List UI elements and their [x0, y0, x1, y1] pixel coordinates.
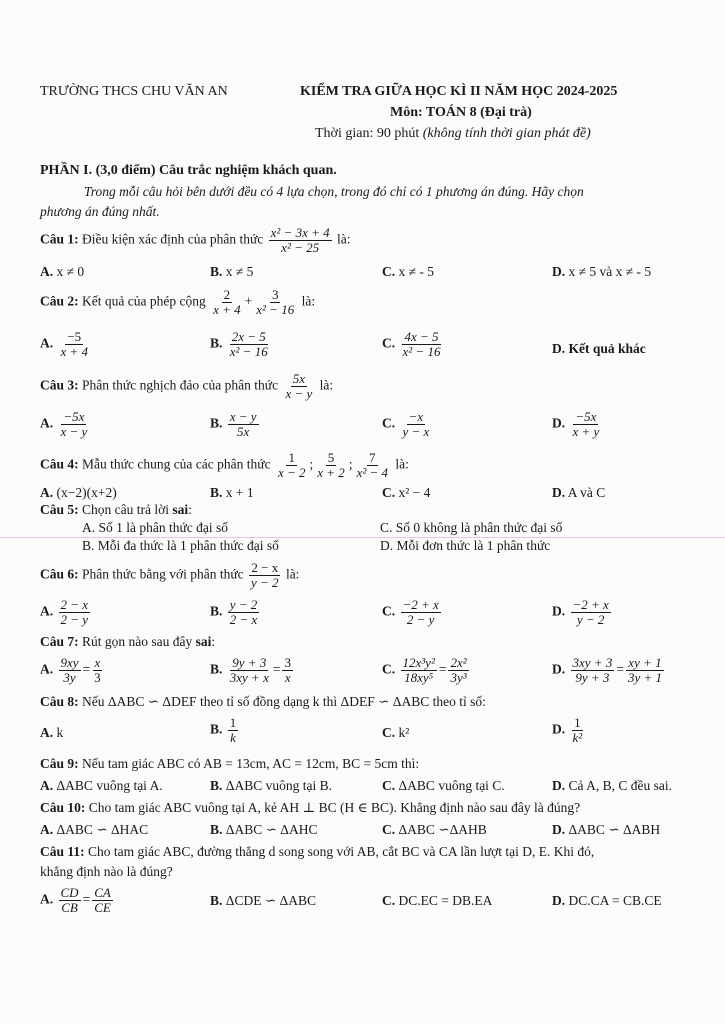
- q6-b-num: y − 2: [229, 597, 258, 612]
- q11-num: Câu 11:: [40, 844, 85, 859]
- q10-stem: Cho tam giác ABC vuông tại A, kẻ AH ⊥ BC (H ∈ BC). Khẳng định nào sau đây là đúng?: [85, 800, 581, 815]
- q11-b-text: ΔCDE ∽ ΔABC: [225, 893, 316, 908]
- q11-option-d: [552, 893, 662, 909]
- q2-c-label: C.: [382, 335, 396, 351]
- q8-num: Câu 8:: [40, 694, 79, 709]
- q7-option-b: [210, 656, 295, 685]
- q10-option-b: [210, 822, 317, 838]
- q8-option-b: [210, 716, 240, 745]
- q8-d-frac: [571, 716, 585, 745]
- q3-option-b: [210, 410, 261, 439]
- q10-option-a: [40, 822, 148, 838]
- q4-option-b: [210, 485, 254, 501]
- q6-c-label: C.: [382, 603, 396, 619]
- school-name: TRƯỜNG THCS CHU VĂN AN: [40, 84, 228, 99]
- q7-c-label: C.: [382, 661, 396, 677]
- q1-fraction: [269, 226, 332, 255]
- q9-option-c: [382, 778, 505, 794]
- q7-d2-den: 3y + 1: [627, 670, 662, 685]
- q2-d-text: Kết quả khác: [568, 341, 646, 356]
- q2-tail: là:: [301, 293, 316, 309]
- q7-b2-den: x: [284, 670, 291, 685]
- question-8: [40, 694, 486, 710]
- q5-stem-bold: sai: [172, 502, 189, 517]
- q3-frac-den: x − y: [285, 386, 313, 401]
- q7-a2-num: x: [94, 655, 101, 670]
- q2-option-d: [552, 341, 646, 357]
- q7-a1-den: 3y: [63, 670, 76, 685]
- exam-title: KIỂM TRA GIỮA HỌC KÌ II NĂM HỌC 2024-2025: [300, 84, 618, 99]
- q3-a-label: A.: [40, 415, 54, 431]
- q8-option-a: [40, 725, 63, 741]
- q8-stem: Nếu ΔABC ∽ ΔDEF theo tỉ số đồng dạng k thì ΔDEF ∽ ΔABC theo tỉ số:: [78, 694, 486, 709]
- q10-d-label: D.: [552, 822, 566, 837]
- q11-d-label: D.: [552, 893, 566, 908]
- q7-b-label: B.: [210, 661, 223, 677]
- q11-d-text: DC.CA = CB.CE: [568, 893, 662, 908]
- q4-f2-num: 5: [327, 450, 335, 465]
- q7-c1-den: 18xy⁵: [404, 670, 434, 685]
- q8-b-num: 1: [229, 715, 237, 730]
- q5-option-d: D. Mỗi đơn thức là 1 phân thức: [380, 538, 551, 553]
- q11-a1-num: CD: [60, 885, 79, 900]
- q8-a-label: A.: [40, 725, 54, 740]
- q2-frac-2: [254, 288, 296, 317]
- q3-c-num: −x: [408, 409, 424, 424]
- q2-f2-den: x² − 16: [256, 302, 295, 317]
- q9-stem: Nếu tam giác ABC có AB = 13cm, AC = 12cm, BC = 5cm thì:: [78, 756, 420, 771]
- q3-option-d: [552, 410, 603, 439]
- q10-d-text: ΔABC ∽ ΔABH: [568, 822, 661, 837]
- q7-d-frac-1: [571, 656, 615, 685]
- q9-option-b: [210, 778, 332, 794]
- q10-c-label: C.: [382, 822, 396, 837]
- q8-d-num: 1: [574, 715, 581, 730]
- q11-a2-num: CA: [94, 885, 111, 900]
- q3-b-den: 5x: [237, 424, 250, 439]
- q3-d-num: −5x: [575, 409, 597, 424]
- q10-a-label: A.: [40, 822, 54, 837]
- q4-f3-den: x² − 4: [356, 465, 389, 480]
- q4-f3-num: 7: [369, 450, 376, 465]
- q6-a-label: A.: [40, 603, 54, 619]
- q7-b-frac-1: [228, 656, 271, 685]
- q11-a1-den: CB: [61, 900, 78, 915]
- q2-option-b: [210, 330, 272, 359]
- q4-c-label: C.: [382, 485, 396, 500]
- q9-a-label: A.: [40, 778, 54, 793]
- q8-b-label: B.: [210, 721, 223, 737]
- q2-c-frac: [401, 330, 443, 359]
- q11-a2-den: CE: [94, 900, 111, 915]
- q2-a-label: A.: [40, 335, 54, 351]
- q4-tail: là:: [395, 456, 409, 472]
- q4-b-label: B.: [210, 485, 223, 500]
- q2-a-frac: [59, 330, 91, 359]
- q6-b-frac: [228, 598, 260, 627]
- q7-b2-num: 3: [284, 655, 291, 670]
- q11-b-label: B.: [210, 893, 223, 908]
- q7-c-frac-2: [448, 656, 468, 685]
- q4-frac-1: [276, 451, 308, 480]
- q2-frac-1: [211, 288, 243, 317]
- q3-d-label: D.: [552, 415, 566, 431]
- q4-frac-3: [355, 451, 390, 480]
- q2-option-c: [382, 330, 444, 359]
- q7-d-label: D.: [552, 661, 566, 677]
- q7-option-d: [552, 656, 666, 685]
- time-info: [315, 126, 591, 142]
- q8-b-den: k: [230, 730, 236, 745]
- q2-f2-num: 3: [271, 287, 279, 302]
- q4-f1-num: 1: [288, 450, 295, 465]
- q9-option-d: [552, 778, 672, 794]
- q11-stem: Cho tam giác ABC, đường thẳng d song song với AB, cắt BC và CA lần lượt tại D, E. Khi đó,: [84, 844, 595, 859]
- q6-fraction: [249, 561, 281, 590]
- q3-a-frac: [59, 410, 90, 439]
- q6-a-num: 2 − x: [60, 597, 89, 612]
- q10-option-c: [382, 822, 487, 838]
- q1-option-a: [40, 264, 84, 280]
- q10-c-text: ΔABC ∽ΔAHB: [398, 822, 487, 837]
- q2-c-num: 4x − 5: [404, 329, 439, 344]
- question-10: [40, 800, 580, 816]
- q7-option-a: [40, 656, 105, 685]
- q4-f2-den: x + 2: [317, 465, 345, 480]
- q8-d-label: D.: [552, 721, 566, 737]
- q6-stem: Phân thức bằng với phân thức: [78, 566, 244, 582]
- q11-a-label: A.: [40, 891, 54, 907]
- q4-c-text: x² − 4: [398, 485, 431, 500]
- q1-c-label: C.: [382, 264, 396, 279]
- q7-b1-den: 3xy + x: [229, 670, 269, 685]
- q5-option-b: B. Mỗi đa thức là 1 phân thức đại số: [82, 538, 279, 553]
- q11-a-frac-2: [92, 886, 113, 915]
- q3-b-label: B.: [210, 415, 223, 431]
- q7-c1-num: 12x³y²: [402, 655, 435, 670]
- q7-a-frac-1: [59, 656, 81, 685]
- q8-option-c: [382, 725, 409, 741]
- q2-f1-num: 2: [223, 287, 231, 302]
- q9-b-text: ΔABC vuông tại B.: [225, 778, 332, 793]
- q7-a1-num: 9xy: [60, 655, 79, 670]
- q6-d-frac: [571, 598, 611, 627]
- q7-option-c: [382, 656, 471, 685]
- q3-option-c: [382, 410, 433, 439]
- q10-num: Câu 10:: [40, 800, 86, 815]
- q5-option-c: C. Số 0 không là phân thức đại số: [380, 520, 563, 535]
- question-5: Câu 5: Chọn câu trả lời sai:: [40, 502, 192, 517]
- q7-a-label: A.: [40, 661, 54, 677]
- q4-option-a: [40, 485, 117, 501]
- q7-c-eq: =: [438, 661, 447, 677]
- q1-option-b: [210, 264, 253, 280]
- q10-b-label: B.: [210, 822, 223, 837]
- q10-b-text: ΔABC ∽ ΔAHC: [225, 822, 318, 837]
- q3-d-den: x + y: [572, 424, 600, 439]
- q1-d-label: D.: [552, 264, 566, 279]
- q2-c-den: x² − 16: [402, 344, 441, 359]
- q7-d-frac-2: [626, 656, 664, 685]
- q1-b-text: x ≠ 5: [225, 264, 254, 279]
- q1-stem: Điều kiện xác định của phân thức: [78, 231, 264, 247]
- q5-stem: Chọn câu trả lời: [78, 502, 173, 517]
- q3-d-frac: [571, 410, 602, 439]
- q2-b-frac: [228, 330, 270, 359]
- q6-num: Câu 6:: [40, 566, 79, 582]
- q1-d-text: x ≠ 5 và x ≠ - 5: [568, 264, 652, 279]
- q2-plus: +: [244, 293, 253, 309]
- q6-frac-den: y − 2: [251, 575, 279, 590]
- subject: Môn: TOÁN 8 (Đại trà): [390, 105, 532, 120]
- question-6: [40, 561, 299, 590]
- q2-a-num: −5: [67, 329, 82, 344]
- q1-b-label: B.: [210, 264, 223, 279]
- q3-a-num: −5x: [63, 409, 85, 424]
- q5-num: Câu 5:: [40, 502, 79, 517]
- q9-d-label: D.: [552, 778, 566, 793]
- section-instruction-1: Trong mỗi câu hỏi bên dưới đều có 4 lựa chọn, trong đó chỉ có 1 phương án đúng. Hãy chọn: [84, 184, 584, 199]
- question-4: [40, 451, 409, 480]
- q2-num: Câu 2:: [40, 293, 79, 309]
- section-instruction-2: phương án đúng nhất.: [40, 204, 160, 219]
- q3-b-num: x − y: [229, 409, 257, 424]
- q8-b-frac: [228, 716, 239, 745]
- q11-c-label: C.: [382, 893, 396, 908]
- q7-d1-num: 3xy + 3: [572, 655, 613, 670]
- q6-c-num: −2 + x: [402, 597, 439, 612]
- q1-a-text: x ≠ 0: [56, 264, 85, 279]
- q6-frac-num: 2 − x: [251, 560, 279, 575]
- q7-stem: Rút gọn nào sau đây: [78, 634, 196, 649]
- q2-option-a: [40, 330, 92, 359]
- q11-option-c: [382, 893, 492, 909]
- q3-stem: Phân thức nghịch đảo của phân thức: [78, 377, 279, 393]
- q8-d-den: k²: [572, 730, 583, 745]
- q7-b1-num: 9y + 3: [232, 655, 267, 670]
- question-7: Câu 7: Rút gọn nào sau đây sai:: [40, 634, 216, 649]
- q11-c-text: DC.EC = DB.EA: [398, 893, 493, 908]
- q1-option-d: [552, 264, 651, 280]
- q6-option-b: [210, 598, 261, 627]
- q8-option-d: [552, 716, 586, 745]
- q7-a-frac-2: [92, 656, 103, 685]
- q3-b-frac: [228, 410, 259, 439]
- q4-option-c: [382, 485, 430, 501]
- question-3: [40, 372, 333, 401]
- section-title: PHẦN I. (3,0 điểm) Câu trắc nghiệm khách quan.: [40, 163, 337, 178]
- q3-frac-num: 5x: [292, 371, 306, 386]
- q6-a-den: 2 − y: [60, 612, 89, 627]
- q3-c-label: C.: [382, 415, 396, 431]
- q7-d1-den: 9y + 3: [575, 670, 610, 685]
- q10-option-d: [552, 822, 660, 838]
- q3-fraction: [283, 372, 314, 401]
- q3-tail: là:: [319, 377, 334, 393]
- q8-a-text: k: [56, 725, 64, 740]
- q10-a-text: ΔABC ∽ ΔHAC: [56, 822, 149, 837]
- q3-c-den: y − x: [402, 424, 430, 439]
- q2-b-label: B.: [210, 335, 223, 351]
- q6-d-den: y − 2: [576, 612, 605, 627]
- q8-c-text: k²: [398, 725, 410, 740]
- q11-a-eq: =: [82, 891, 91, 907]
- q9-d-text: Cả A, B, C đều sai.: [568, 778, 672, 793]
- q9-a-text: ΔABC vuông tại A.: [56, 778, 163, 793]
- q4-b-text: x + 1: [225, 485, 254, 500]
- q4-a-text: (x−2)(x+2): [56, 485, 117, 500]
- q7-c-frac-1: [401, 656, 437, 685]
- q7-num: Câu 7:: [40, 634, 79, 649]
- q7-d-eq: =: [616, 661, 624, 677]
- q3-num: Câu 3:: [40, 377, 79, 393]
- q7-c2-num: 2x²: [450, 655, 467, 670]
- q4-d-text: A và C: [567, 485, 606, 500]
- q1-tail: là:: [337, 231, 351, 247]
- q4-d-label: D.: [552, 485, 566, 500]
- q11-option-a: [40, 886, 115, 915]
- q3-option-a: [40, 410, 91, 439]
- q6-d-label: D.: [552, 603, 566, 619]
- q11-option-b: [210, 893, 316, 909]
- q7-b-frac-2: [282, 656, 293, 685]
- q2-d-label: D.: [552, 341, 566, 356]
- q4-frac-2: [315, 451, 347, 480]
- q9-c-text: ΔABC vuông tại C.: [398, 778, 505, 793]
- q7-a2-den: 3: [94, 670, 101, 685]
- q9-b-label: B.: [210, 778, 223, 793]
- q2-f1-den: x + 4: [213, 302, 241, 317]
- q6-option-a: [40, 598, 92, 627]
- q4-sep-1: ;: [309, 456, 314, 472]
- q7-d2-num: xy + 1: [628, 655, 662, 670]
- q7-c2-den: 3y³: [450, 670, 467, 685]
- q4-option-d: [552, 485, 605, 501]
- q2-stem: Kết quả của phép cộng: [78, 293, 206, 309]
- q9-option-a: [40, 778, 163, 794]
- q8-c-label: C.: [382, 725, 396, 740]
- q4-f1-den: x − 2: [277, 465, 306, 480]
- q6-option-d: [552, 598, 613, 627]
- q1-frac-den: x² − 25: [281, 240, 320, 255]
- time-main: Thời gian: 90 phút: [315, 126, 423, 141]
- time-note: (không tính thời gian phát đề): [422, 126, 591, 141]
- q6-c-den: 2 − y: [406, 612, 435, 627]
- q1-num: Câu 1:: [40, 231, 79, 247]
- q6-option-c: [382, 598, 443, 627]
- q1-c-text: x ≠ - 5: [398, 264, 435, 279]
- q7-b-eq: =: [272, 661, 281, 677]
- q3-a-den: x − y: [60, 424, 88, 439]
- q4-a-label: A.: [40, 485, 54, 500]
- question-1: [40, 226, 351, 255]
- q9-c-label: C.: [382, 778, 396, 793]
- q11-stem-line-2: khẳng định nào là đúng?: [40, 864, 173, 879]
- q6-d-num: −2 + x: [572, 597, 609, 612]
- q6-a-frac: [59, 598, 91, 627]
- question-2: [40, 288, 315, 317]
- q11-a-frac-1: [59, 886, 81, 915]
- q2-a-den: x + 4: [60, 344, 89, 359]
- q1-option-c: [382, 264, 434, 280]
- q7-a-eq: =: [82, 661, 91, 677]
- q6-c-frac: [401, 598, 441, 627]
- q2-b-den: x² − 16: [229, 344, 268, 359]
- q1-frac-num: x² − 3x + 4: [270, 225, 330, 240]
- q7-stem-bold: sai: [195, 634, 212, 649]
- question-9: [40, 756, 419, 772]
- q6-tail: là:: [285, 566, 300, 582]
- q1-a-label: A.: [40, 264, 54, 279]
- q2-b-num: 2x − 5: [231, 329, 266, 344]
- q4-num: Câu 4:: [40, 456, 79, 472]
- q3-c-frac: [401, 410, 432, 439]
- q4-sep-2: ;: [348, 456, 353, 472]
- question-11: [40, 844, 594, 860]
- q6-b-label: B.: [210, 603, 223, 619]
- q5-option-a: A. Số 1 là phân thức đại số: [82, 520, 229, 535]
- q6-b-den: 2 − x: [229, 612, 258, 627]
- q9-num: Câu 9:: [40, 756, 79, 771]
- q4-stem: Mẫu thức chung của các phân thức: [78, 456, 271, 472]
